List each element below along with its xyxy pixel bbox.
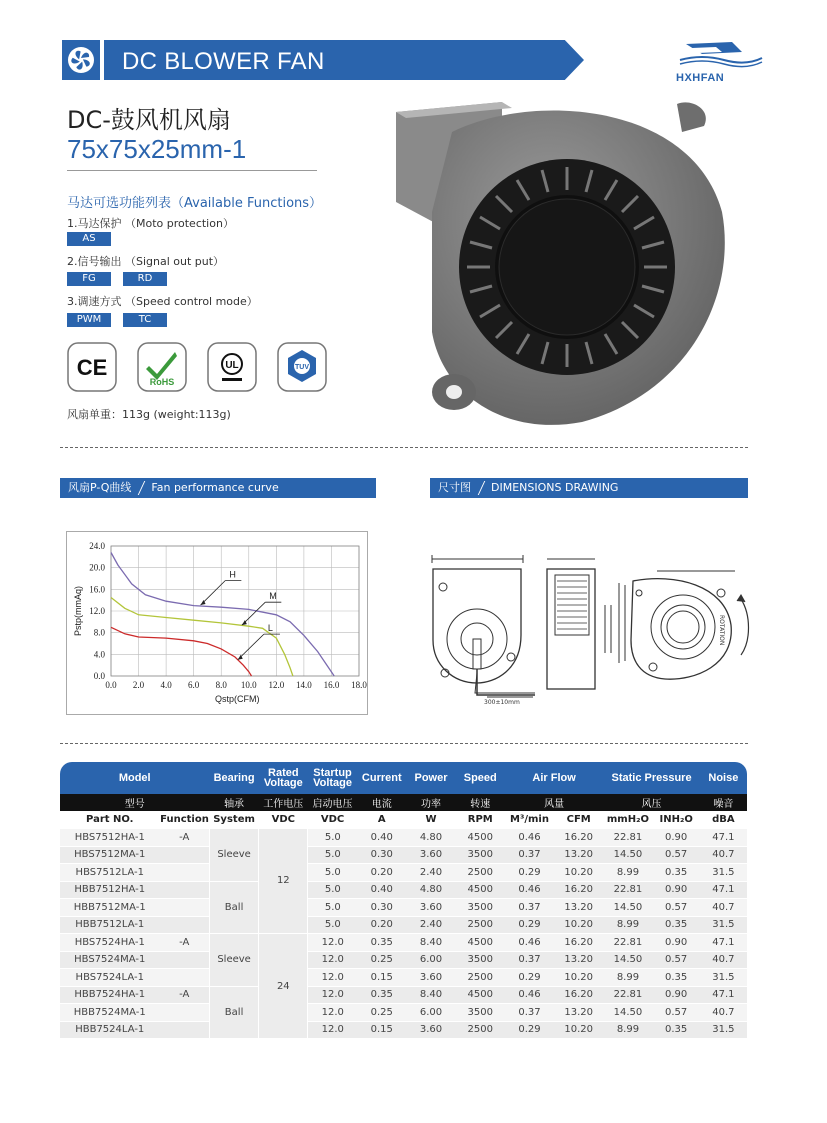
part-number: HBS7524HA-1 xyxy=(60,934,160,952)
part-number: HBS7512MA-1 xyxy=(60,846,160,864)
rated-voltage: 12 xyxy=(259,829,308,934)
pressure-mmh2o: 8.99 xyxy=(603,1021,652,1039)
rotation-label: ROTATION xyxy=(718,615,725,646)
current: 0.35 xyxy=(357,934,406,952)
title-divider xyxy=(67,170,317,171)
pressure-inh2o: 0.57 xyxy=(653,951,700,969)
current: 0.20 xyxy=(357,916,406,934)
noise: 31.5 xyxy=(700,864,747,882)
spec-table xyxy=(60,762,747,1039)
power: 3.60 xyxy=(406,1021,455,1039)
bearing-system: Ball xyxy=(209,881,258,934)
power: 3.60 xyxy=(406,969,455,987)
pressure-inh2o: 0.57 xyxy=(653,846,700,864)
col-header-cn: 型号 xyxy=(60,794,209,811)
airflow-cfm: 16.20 xyxy=(554,881,603,899)
noise: 47.1 xyxy=(700,881,747,899)
airflow-m3: 0.29 xyxy=(505,969,554,987)
startup-voltage: 12.0 xyxy=(308,1004,357,1022)
speed: 4500 xyxy=(456,934,505,952)
startup-voltage: 5.0 xyxy=(308,881,357,899)
subheader: Function xyxy=(160,811,210,829)
table-row xyxy=(60,969,747,987)
function-group-label: 3.调速方式 （Speed control mode） xyxy=(67,295,258,308)
function-chip: TC xyxy=(123,313,167,327)
function-group-label: 1.马达保护 （Moto protection） xyxy=(67,217,234,230)
power: 3.60 xyxy=(406,846,455,864)
product-size: 75x75x25mm-1 xyxy=(67,134,247,164)
part-number: HBS7524LA-1 xyxy=(60,969,160,987)
svg-text:UL: UL xyxy=(225,360,239,371)
subheader: System xyxy=(209,811,258,829)
speed: 4500 xyxy=(456,881,505,899)
startup-voltage: 5.0 xyxy=(308,916,357,934)
power: 6.00 xyxy=(406,1004,455,1022)
y-tick-label: 8.0 xyxy=(93,627,105,638)
airflow-m3: 0.37 xyxy=(505,1004,554,1022)
series-pointer xyxy=(201,581,226,606)
subheader: A xyxy=(357,811,406,829)
table-row xyxy=(60,881,747,899)
svg-text:TUV: TUV xyxy=(295,364,309,371)
current: 0.20 xyxy=(357,864,406,882)
pressure-inh2o: 0.57 xyxy=(653,899,700,917)
airflow-m3: 0.37 xyxy=(505,899,554,917)
noise: 47.1 xyxy=(700,934,747,952)
airflow-m3: 0.29 xyxy=(505,1021,554,1039)
table-row xyxy=(60,829,747,847)
speed: 3500 xyxy=(456,846,505,864)
part-number: HBS7524MA-1 xyxy=(60,951,160,969)
airflow-cfm: 13.20 xyxy=(554,846,603,864)
table-row xyxy=(60,1004,747,1022)
speed: 2500 xyxy=(456,969,505,987)
subheader: VDC xyxy=(308,811,357,829)
col-header-bearing: Bearing xyxy=(209,762,258,794)
airflow-cfm: 16.20 xyxy=(554,934,603,952)
part-number: HBB7512MA-1 xyxy=(60,899,160,917)
power: 8.40 xyxy=(406,934,455,952)
pressure-inh2o: 0.35 xyxy=(653,969,700,987)
dims-section-bar xyxy=(430,478,748,498)
col-header-cn: 工作电压 xyxy=(259,794,308,811)
speed: 2500 xyxy=(456,1021,505,1039)
function-code xyxy=(160,881,210,899)
airflow-cfm: 10.20 xyxy=(554,1021,603,1039)
function-code xyxy=(160,951,210,969)
x-tick-label: 8.0 xyxy=(215,680,227,690)
col-header-speed: Speed xyxy=(456,762,505,794)
pressure-mmh2o: 22.81 xyxy=(603,829,652,847)
svg-text:CE: CE xyxy=(76,355,108,380)
function-chip: PWM xyxy=(67,313,111,327)
startup-voltage: 12.0 xyxy=(308,986,357,1004)
col-header-cn: 转速 xyxy=(456,794,505,811)
current: 0.15 xyxy=(357,1021,406,1039)
function-code: -A xyxy=(160,934,210,952)
power: 3.60 xyxy=(406,899,455,917)
airflow-m3: 0.37 xyxy=(505,951,554,969)
y-tick-label: 20.0 xyxy=(89,562,105,573)
startup-voltage: 12.0 xyxy=(308,1021,357,1039)
svg-text:RoHS: RoHS xyxy=(149,377,175,387)
power: 2.40 xyxy=(406,916,455,934)
subheader: W xyxy=(406,811,455,829)
current: 0.40 xyxy=(357,881,406,899)
bearing-system: Ball xyxy=(209,986,258,1039)
y-tick-label: 0.0 xyxy=(93,671,105,681)
airflow-m3: 0.46 xyxy=(505,934,554,952)
functions-heading: 马达可选功能列表（Available Functions） xyxy=(67,196,323,211)
pressure-mmh2o: 22.81 xyxy=(603,986,652,1004)
function-group-label: 2.信号输出 （Signal out put） xyxy=(67,255,225,268)
pressure-mmh2o: 14.50 xyxy=(603,846,652,864)
pressure-inh2o: 0.90 xyxy=(653,881,700,899)
airflow-m3: 0.46 xyxy=(505,881,554,899)
airflow-cfm: 13.20 xyxy=(554,1004,603,1022)
noise: 40.7 xyxy=(700,899,747,917)
pressure-inh2o: 0.35 xyxy=(653,864,700,882)
function-code xyxy=(160,846,210,864)
function-code xyxy=(160,969,210,987)
function-code xyxy=(160,1004,210,1022)
part-number: HBS7512LA-1 xyxy=(60,864,160,882)
fan-logo-icon xyxy=(62,40,100,80)
function-code: -A xyxy=(160,986,210,1004)
y-tick-label: 4.0 xyxy=(93,649,105,660)
col-header-cn: 轴承 xyxy=(209,794,258,811)
col-header-cn: 电流 xyxy=(357,794,406,811)
table-row xyxy=(60,986,747,1004)
fan-weight: 风扇单重：113g (weight:113g) xyxy=(67,408,231,421)
col-header-model: Model xyxy=(60,762,209,794)
series-line-L xyxy=(111,627,252,676)
col-header-air-flow: Air Flow xyxy=(505,762,603,794)
noise: 47.1 xyxy=(700,986,747,1004)
part-number: HBB7524LA-1 xyxy=(60,1021,160,1039)
col-header-cn: 启动电压 xyxy=(308,794,357,811)
airflow-cfm: 10.20 xyxy=(554,969,603,987)
pressure-inh2o: 0.90 xyxy=(653,829,700,847)
pressure-inh2o: 0.57 xyxy=(653,1004,700,1022)
series-label-M: M xyxy=(269,591,277,602)
function-code: -A xyxy=(160,829,210,847)
pressure-mmh2o: 22.81 xyxy=(603,934,652,952)
series-label-H: H xyxy=(229,569,236,580)
product-title: DC-鼓风机风扇 xyxy=(67,106,231,134)
part-number: HBB7512LA-1 xyxy=(60,916,160,934)
col-header-noise: Noise xyxy=(700,762,747,794)
table-row xyxy=(60,864,747,882)
y-tick-label: 24.0 xyxy=(89,541,105,551)
startup-voltage: 5.0 xyxy=(308,846,357,864)
function-chip: RD xyxy=(123,272,167,286)
noise: 40.7 xyxy=(700,1004,747,1022)
airflow-cfm: 16.20 xyxy=(554,829,603,847)
series-line-H xyxy=(111,553,334,677)
col-header-cn: 风量 xyxy=(505,794,603,811)
power: 4.80 xyxy=(406,829,455,847)
col-header-startup-voltage: Startup Voltage xyxy=(308,762,357,794)
subheader: CFM xyxy=(554,811,603,829)
col-header-cn: 风压 xyxy=(603,794,699,811)
col-header-cn: 功率 xyxy=(406,794,455,811)
table-row xyxy=(60,934,747,952)
pressure-mmh2o: 8.99 xyxy=(603,864,652,882)
series-pointer xyxy=(238,634,264,660)
speed: 2500 xyxy=(456,864,505,882)
part-number: HBB7512HA-1 xyxy=(60,881,160,899)
y-tick-label: 12.0 xyxy=(89,606,105,616)
pressure-mmh2o: 14.50 xyxy=(603,951,652,969)
current: 0.15 xyxy=(357,969,406,987)
pressure-mmh2o: 8.99 xyxy=(603,969,652,987)
x-tick-label: 4.0 xyxy=(160,680,172,690)
col-header-static-pressure: Static Pressure xyxy=(603,762,699,794)
y-tick-label: 16.0 xyxy=(89,584,105,595)
section-divider xyxy=(60,743,748,744)
startup-voltage: 12.0 xyxy=(308,951,357,969)
noise: 47.1 xyxy=(700,829,747,847)
current: 0.30 xyxy=(357,846,406,864)
page-title: DC BLOWER FAN xyxy=(122,48,325,75)
speed: 4500 xyxy=(456,986,505,1004)
startup-voltage: 5.0 xyxy=(308,864,357,882)
section-divider xyxy=(60,447,748,448)
noise: 31.5 xyxy=(700,1021,747,1039)
function-chip: FG xyxy=(67,272,111,286)
function-code xyxy=(160,899,210,917)
speed: 3500 xyxy=(456,899,505,917)
airflow-m3: 0.29 xyxy=(505,916,554,934)
series-label-L: L xyxy=(267,623,273,634)
pressure-inh2o: 0.90 xyxy=(653,934,700,952)
pq-chart xyxy=(66,531,368,715)
function-chip: AS xyxy=(67,232,111,246)
col-header-cn: 噪音 xyxy=(700,794,747,811)
curve-section-bar xyxy=(60,478,376,498)
speed: 4500 xyxy=(456,829,505,847)
part-number: HBB7524HA-1 xyxy=(60,986,160,1004)
power: 6.00 xyxy=(406,951,455,969)
pressure-inh2o: 0.35 xyxy=(653,916,700,934)
pressure-inh2o: 0.35 xyxy=(653,1021,700,1039)
noise: 40.7 xyxy=(700,951,747,969)
tuv-cert-icon xyxy=(277,342,327,392)
y-axis-label: Pstp(mmAq) xyxy=(73,585,83,637)
brand-logo-text: HXHFAN xyxy=(676,72,725,84)
col-header-rated-voltage: Rated Voltage xyxy=(259,762,308,794)
subheader: dBA xyxy=(700,811,747,829)
fan-product-image xyxy=(392,92,754,432)
function-code xyxy=(160,864,210,882)
airflow-m3: 0.29 xyxy=(505,864,554,882)
x-tick-label: 0.0 xyxy=(105,680,117,690)
startup-voltage: 12.0 xyxy=(308,934,357,952)
airflow-m3: 0.46 xyxy=(505,829,554,847)
startup-voltage: 5.0 xyxy=(308,829,357,847)
part-number: HBB7524MA-1 xyxy=(60,1004,160,1022)
x-tick-label: 14.0 xyxy=(296,680,312,690)
pressure-mmh2o: 22.81 xyxy=(603,881,652,899)
subheader: mmH₂O xyxy=(603,811,652,829)
ce-cert-icon xyxy=(67,342,117,392)
x-tick-label: 10.0 xyxy=(240,680,257,690)
current: 0.25 xyxy=(357,1004,406,1022)
noise: 40.7 xyxy=(700,846,747,864)
startup-voltage: 12.0 xyxy=(308,969,357,987)
airflow-cfm: 16.20 xyxy=(554,986,603,1004)
pressure-mmh2o: 14.50 xyxy=(603,899,652,917)
airflow-cfm: 10.20 xyxy=(554,864,603,882)
speed: 3500 xyxy=(456,1004,505,1022)
startup-voltage: 5.0 xyxy=(308,899,357,917)
current: 0.25 xyxy=(357,951,406,969)
airflow-cfm: 13.20 xyxy=(554,899,603,917)
pq-chart-svg xyxy=(67,532,367,714)
rohs-cert-icon xyxy=(137,342,187,392)
subheader: Part NO. xyxy=(60,811,160,829)
table-row xyxy=(60,916,747,934)
curve-section-en: Fan performance curve xyxy=(151,481,279,494)
dims-section-en: DIMENSIONS DRAWING xyxy=(491,481,619,494)
dims-section-cn: 尺寸图 xyxy=(438,481,471,494)
speed: 3500 xyxy=(456,951,505,969)
cable-length-label: 300±10mm xyxy=(484,699,520,706)
power: 8.40 xyxy=(406,986,455,1004)
bearing-system: Sleeve xyxy=(209,934,258,987)
bearing-system: Sleeve xyxy=(209,829,258,882)
ul-cert-icon xyxy=(207,342,257,392)
x-tick-label: 18.0 xyxy=(351,680,367,690)
pressure-inh2o: 0.90 xyxy=(653,986,700,1004)
x-axis-label: Qstp(CFM) xyxy=(215,694,260,704)
x-tick-label: 12.0 xyxy=(268,680,285,690)
x-tick-label: 6.0 xyxy=(188,680,200,690)
noise: 31.5 xyxy=(700,916,747,934)
col-header-current: Current xyxy=(357,762,406,794)
speed: 2500 xyxy=(456,916,505,934)
table-row xyxy=(60,1021,747,1039)
dimensions-drawing xyxy=(425,545,755,710)
table-row xyxy=(60,899,747,917)
airflow-m3: 0.46 xyxy=(505,986,554,1004)
subheader: RPM xyxy=(456,811,505,829)
function-code xyxy=(160,916,210,934)
power: 2.40 xyxy=(406,864,455,882)
table-row xyxy=(60,846,747,864)
airflow-m3: 0.37 xyxy=(505,846,554,864)
noise: 31.5 xyxy=(700,969,747,987)
rated-voltage: 24 xyxy=(259,934,308,1039)
current: 0.30 xyxy=(357,899,406,917)
airflow-cfm: 13.20 xyxy=(554,951,603,969)
curve-section-cn: 风扇P-Q曲线 xyxy=(68,481,132,494)
subheader: M³/min xyxy=(505,811,554,829)
current: 0.40 xyxy=(357,829,406,847)
airflow-cfm: 10.20 xyxy=(554,916,603,934)
col-header-power: Power xyxy=(406,762,455,794)
function-code xyxy=(160,1021,210,1039)
part-number: HBS7512HA-1 xyxy=(60,829,160,847)
subheader: INH₂O xyxy=(653,811,700,829)
x-tick-label: 2.0 xyxy=(132,680,145,690)
pressure-mmh2o: 8.99 xyxy=(603,916,652,934)
pressure-mmh2o: 14.50 xyxy=(603,1004,652,1022)
table-row xyxy=(60,951,747,969)
subheader: VDC xyxy=(259,811,308,829)
current: 0.35 xyxy=(357,986,406,1004)
x-tick-label: 16.0 xyxy=(323,680,340,690)
power: 4.80 xyxy=(406,881,455,899)
